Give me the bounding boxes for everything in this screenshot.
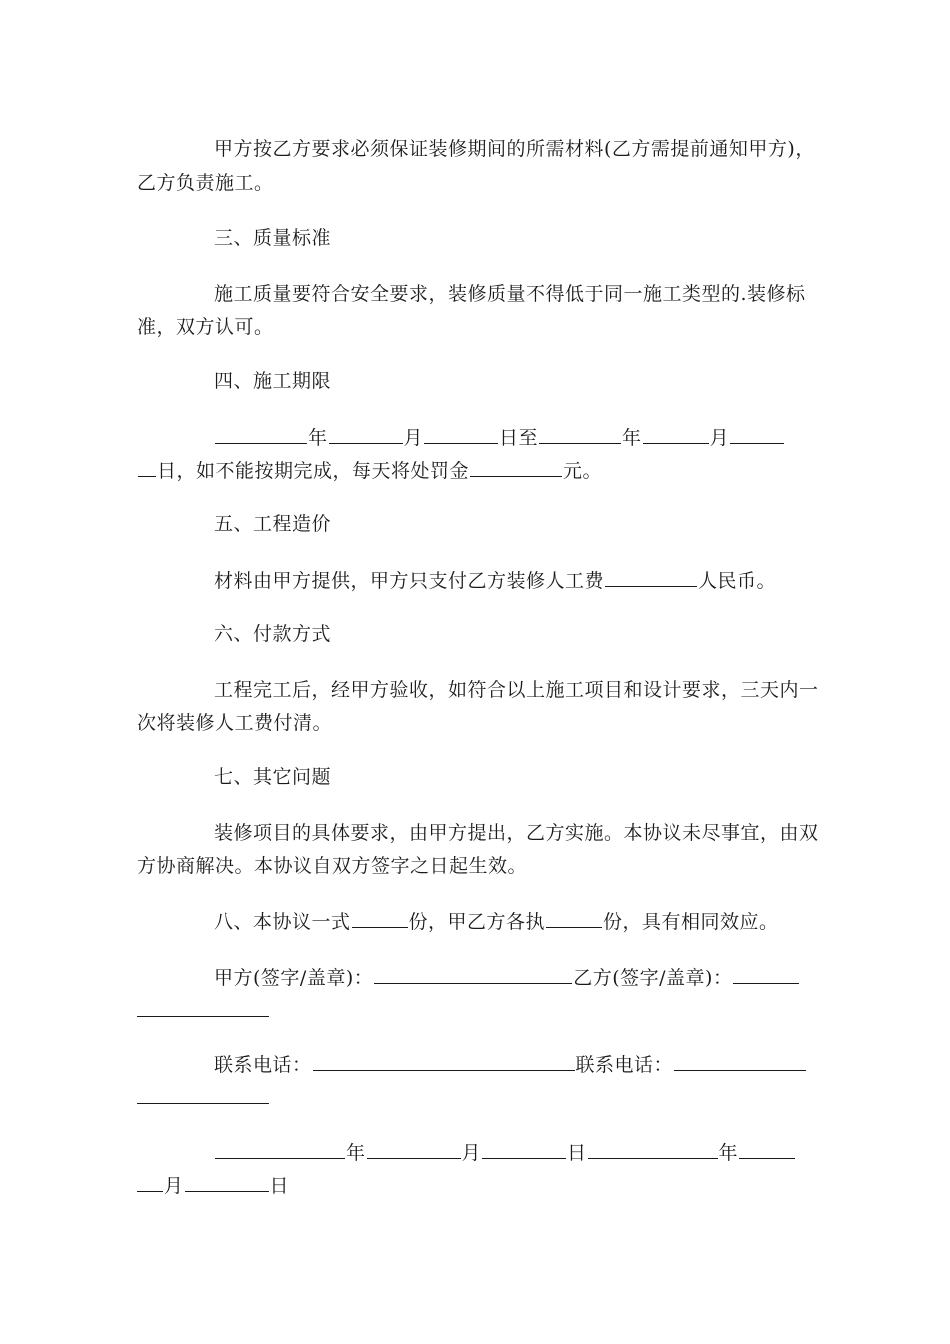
blank-penalty-amount[interactable]	[470, 457, 562, 477]
paragraph-materials-line1: 甲方按乙方要求必须保证装修期间的所需材料(乙方需提前通知甲方)，	[214, 138, 815, 160]
label-year: 年	[346, 1142, 366, 1164]
blank-party-a-signature[interactable]	[374, 964, 572, 984]
paragraph-other-line1: 装修项目的具体要求，由甲方提出，乙方实施。本协议未尽事宜，由双	[214, 822, 819, 844]
period-line1	[214, 424, 785, 450]
date-line1	[214, 1139, 796, 1165]
label-month: 月	[709, 427, 730, 449]
paragraph-other-line2: 方协商解决。本协议自双方签字之日起生效。	[137, 855, 528, 877]
label-day: 日	[567, 1142, 587, 1164]
blank-party-b-day[interactable]	[185, 1172, 269, 1192]
copies-text-b: 份，甲乙方各执	[408, 911, 546, 933]
cost-tail: 人民币。	[698, 570, 777, 592]
blank-end-year[interactable]	[539, 424, 621, 444]
blank-start-year[interactable]	[215, 424, 307, 444]
heading-quality-standard: 三、质量标准	[214, 227, 332, 249]
blank-end-month[interactable]	[643, 424, 709, 444]
heading-construction-period: 四、施工期限	[214, 370, 332, 392]
blank-labor-fee[interactable]	[605, 567, 697, 587]
blank-party-b-month-part1[interactable]	[739, 1139, 795, 1159]
label-party-a-signature: 甲方(签字/盖章)：	[214, 967, 374, 989]
cost-text: 材料由甲方提供，甲方只支付乙方装修人工费	[214, 570, 605, 592]
heading-payment-method: 六、付款方式	[214, 623, 332, 645]
label-year: 年	[308, 427, 328, 449]
date-line2	[137, 1172, 289, 1198]
paragraph-materials-line2: 乙方负责施工。	[137, 172, 274, 194]
blank-party-b-signature-part2[interactable]	[137, 997, 269, 1017]
blank-party-b-year[interactable]	[588, 1139, 718, 1159]
paragraph-quality-line2: 准，双方认可。	[137, 316, 274, 338]
blank-party-a-phone[interactable]	[313, 1051, 575, 1071]
blank-party-a-year[interactable]	[215, 1139, 345, 1159]
heading-project-cost: 五、工程造价	[214, 513, 332, 535]
label-yuan: 元。	[563, 460, 603, 482]
copies-text-c: 份，具有相同效应。	[603, 911, 779, 933]
label-year: 年	[718, 1142, 739, 1164]
paragraph-payment-line2: 次将装修人工费付清。	[137, 712, 333, 734]
paragraph-cost	[214, 567, 776, 593]
heading-other-issues: 七、其它问题	[214, 766, 332, 788]
paragraph-quality-line1: 施工质量要符合安全要求，装修质量不得低于同一施工类型的.装修标	[214, 283, 806, 305]
label-month: 月	[403, 427, 424, 449]
label-party-b-signature: 乙方(签字/盖章)：	[573, 967, 733, 989]
label-party-b-phone: 联系电话：	[575, 1054, 674, 1076]
copies-text-a: 八、本协议一式	[214, 911, 351, 933]
blank-party-b-signature-part1[interactable]	[733, 964, 799, 984]
phone-line2	[137, 1084, 270, 1110]
paragraph-copies	[214, 908, 779, 934]
blank-party-b-month-part2[interactable]	[137, 1172, 163, 1192]
label-year: 年	[622, 427, 642, 449]
label-day: 日	[269, 1175, 290, 1197]
blank-party-a-month[interactable]	[367, 1139, 461, 1159]
signature-line1	[214, 964, 800, 990]
label-month: 月	[164, 1175, 184, 1197]
period-line2	[137, 457, 602, 483]
signature-line2	[137, 997, 270, 1023]
blank-end-day-part1[interactable]	[730, 424, 784, 444]
blank-start-month[interactable]	[329, 424, 403, 444]
label-month: 月	[461, 1142, 482, 1164]
paragraph-payment-line1: 工程完工后，经甲方验收，如符合以上施工项目和设计要求，三天内一	[214, 679, 819, 701]
blank-start-day[interactable]	[424, 424, 498, 444]
blank-party-a-day[interactable]	[482, 1139, 566, 1159]
blank-total-copies[interactable]	[352, 908, 408, 928]
phone-line1	[214, 1051, 807, 1077]
blank-party-b-phone-part1[interactable]	[674, 1051, 806, 1071]
label-day-to: 日至	[499, 427, 539, 449]
label-party-a-phone: 联系电话：	[214, 1054, 312, 1076]
blank-end-day-part2[interactable]	[138, 457, 156, 477]
blank-party-b-phone-part2[interactable]	[137, 1084, 269, 1104]
label-day-penalty: 日，如不能按期完成，每天将处罚金	[157, 460, 470, 482]
blank-each-copies[interactable]	[546, 908, 602, 928]
